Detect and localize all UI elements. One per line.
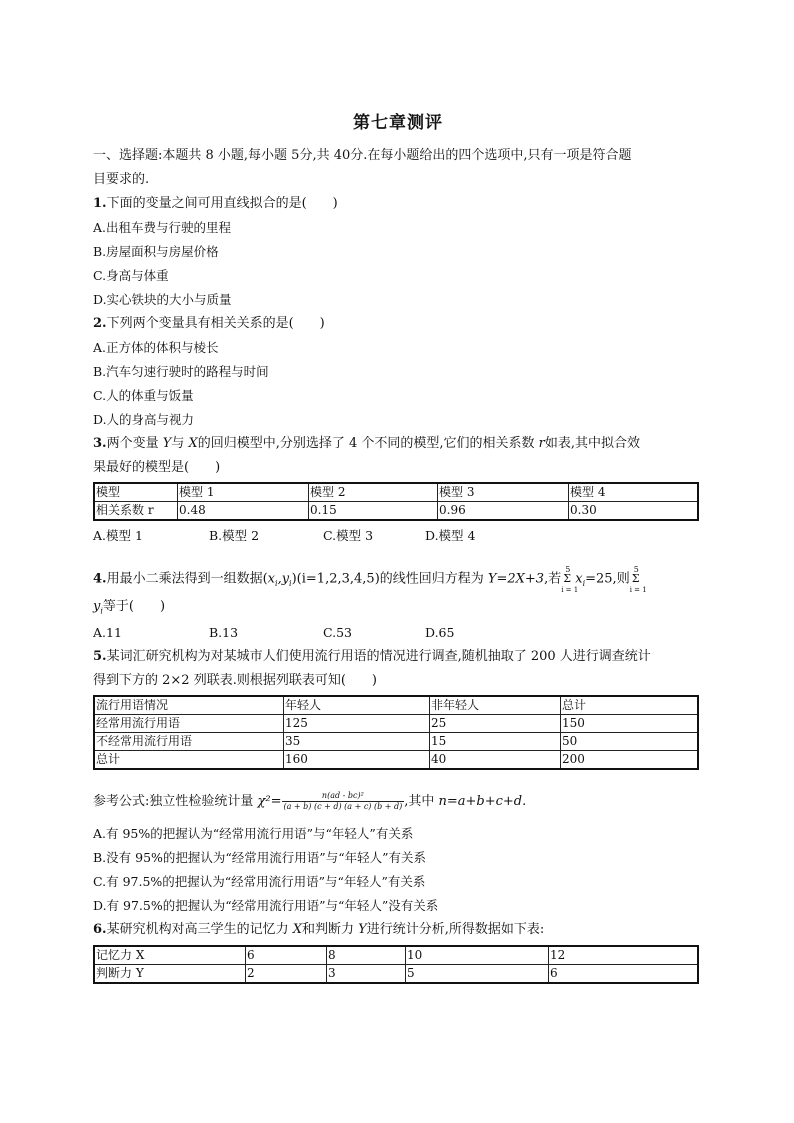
variable-x: X bbox=[188, 436, 198, 451]
question-stem-part: 某研究机构对高三学生的记忆力 bbox=[106, 922, 293, 937]
q3-model-table bbox=[93, 482, 699, 521]
table-cell: 25 bbox=[430, 715, 561, 733]
subscript-i: i bbox=[275, 579, 278, 589]
q4-option-a: A.11 bbox=[93, 625, 122, 640]
table-cell: 相关系数 r bbox=[94, 502, 178, 521]
question-stem: 某词汇研究机构为对某城市人们使用流行用语的情况进行调查,随机抽取了 200 人进行调查统计 bbox=[106, 649, 651, 664]
table-cell: 40 bbox=[430, 751, 561, 770]
question-number: 6. bbox=[93, 922, 107, 937]
subscript-i: i bbox=[289, 579, 292, 589]
table-cell: 非年轻人 bbox=[430, 696, 561, 715]
q4-option-b: B.13 bbox=[209, 625, 239, 640]
question-3-line2: 果最好的模型是( ) bbox=[93, 460, 221, 475]
table-cell: 0.30 bbox=[569, 502, 699, 521]
table-cell: 模型 bbox=[94, 483, 178, 502]
question-stem-part: 和判断力 bbox=[301, 922, 359, 937]
section-instruction-line2: 目要求的. bbox=[93, 172, 150, 187]
table-header-row bbox=[94, 696, 698, 715]
table-cell: 3 bbox=[327, 965, 406, 984]
table-cell: 总计 bbox=[561, 696, 699, 715]
q6-data-table bbox=[93, 945, 699, 984]
question-stem-part: =25,则 bbox=[585, 571, 630, 587]
variable-r: r bbox=[538, 436, 545, 451]
q3-option-a: A.模型 1 bbox=[93, 528, 143, 543]
table-cell: 记忆力 X bbox=[94, 946, 246, 965]
page-title: 第七章测评 bbox=[353, 113, 443, 133]
table-cell: 5 bbox=[406, 965, 549, 984]
variable-y: ,y bbox=[277, 571, 290, 587]
question-3 bbox=[93, 435, 640, 453]
variable-y: y bbox=[93, 599, 101, 614]
sigma-glyph: Σ bbox=[563, 572, 571, 585]
summation-symbol bbox=[561, 565, 579, 594]
table-cell: 总计 bbox=[94, 751, 284, 770]
question-stem: 下面的变量之间可用直线拟合的是( ) bbox=[106, 196, 338, 211]
q5-option-c: C.有 97.5%的把握认为“经常用流行用语”与“年轻人”有关系 bbox=[93, 874, 426, 889]
question-stem-part: 等于( ) bbox=[102, 599, 166, 614]
q2-option-d: D.人的身高与视力 bbox=[93, 412, 195, 427]
table-cell: 模型 3 bbox=[438, 483, 569, 502]
question-number: 3. bbox=[93, 436, 107, 451]
q5-option-a: A.有 95%的把握认为“经常用流行用语”与“年轻人”有关系 bbox=[93, 826, 414, 841]
table-cell: 不经常用流行用语 bbox=[94, 733, 284, 751]
question-stem-part: 进行统计分析,所得数据如下表: bbox=[366, 922, 545, 937]
table-row bbox=[94, 965, 698, 984]
table-cell: 年轻人 bbox=[284, 696, 430, 715]
table-cell: 模型 4 bbox=[569, 483, 699, 502]
q2-option-b: B.汽车匀速行驶时的路程与时间 bbox=[93, 364, 269, 379]
q1-option-a: A.出租车费与行驶的里程 bbox=[93, 220, 232, 235]
q5-option-b: B.没有 95%的把握认为“经常用流行用语”与“年轻人”有关系 bbox=[93, 850, 426, 865]
section-instruction-line1: 一、选择题:本题共 8 小题,每小题 5分,共 40分.在每小题给出的四个选项中,只有一项是符合题 bbox=[93, 148, 632, 163]
q5-option-d: D.有 97.5%的把握认为“经常用流行用语”与“年轻人”没有关系 bbox=[93, 898, 439, 913]
formula-n: n=a+b+c+d. bbox=[438, 794, 527, 809]
question-number: 5. bbox=[93, 649, 107, 664]
table-cell: 模型 2 bbox=[309, 483, 438, 502]
table-cell: 6 bbox=[549, 965, 699, 984]
question-stem-part: 的回归模型中,分别选择了 4 个不同的模型,它们的相关系数 bbox=[197, 436, 539, 451]
question-1 bbox=[93, 195, 338, 213]
chi-square-fraction bbox=[282, 791, 405, 812]
table-cell: 150 bbox=[561, 715, 699, 733]
table-cell: 125 bbox=[284, 715, 430, 733]
table-cell: 8 bbox=[327, 946, 406, 965]
question-stem-part: 用最小二乘法得到一组数据( bbox=[106, 571, 268, 587]
question-number: 2. bbox=[93, 316, 107, 331]
table-cell: 12 bbox=[549, 946, 699, 965]
question-stem-part: )(i=1,2,3,4,5)的线性回归方程为 bbox=[291, 571, 488, 587]
variable-y: Y bbox=[358, 922, 367, 937]
reference-formula bbox=[93, 791, 526, 812]
table-cell: 0.96 bbox=[438, 502, 569, 521]
table-cell: 160 bbox=[284, 751, 430, 770]
variable-y: Y bbox=[162, 436, 172, 451]
table-row bbox=[94, 502, 698, 521]
question-4-line2 bbox=[93, 598, 165, 621]
subscript-i: i bbox=[582, 579, 586, 589]
fraction-denominator: (a + b) (c + d) (a + c) (b + d) bbox=[283, 802, 403, 811]
sum-upper: 5 bbox=[633, 565, 639, 574]
q2-option-a: A.正方体的体积与棱长 bbox=[93, 340, 219, 355]
question-6 bbox=[93, 921, 544, 939]
question-stem-part: ,若 bbox=[544, 571, 562, 587]
question-5 bbox=[93, 648, 651, 666]
q3-option-c: C.模型 3 bbox=[323, 528, 374, 543]
question-number: 1. bbox=[93, 196, 107, 211]
table-row bbox=[94, 733, 698, 751]
table-cell: 2 bbox=[246, 965, 327, 984]
table-cell: 0.48 bbox=[178, 502, 309, 521]
table-cell: 模型 1 bbox=[178, 483, 309, 502]
sum-term: x bbox=[575, 571, 583, 587]
sum-lower: i = 1 bbox=[629, 586, 647, 594]
fraction-numerator: n(ad - bc)² bbox=[321, 791, 364, 800]
table-header-row bbox=[94, 483, 698, 502]
q4-option-c: C.53 bbox=[323, 625, 352, 640]
table-cell: 流行用语情况 bbox=[94, 696, 284, 715]
table-cell: 判断力 Y bbox=[94, 965, 246, 984]
q3-option-b: B.模型 2 bbox=[209, 528, 260, 543]
table-cell: 6 bbox=[246, 946, 327, 965]
table-cell: 15 bbox=[430, 733, 561, 751]
q4-option-d: D.65 bbox=[425, 625, 455, 640]
table-cell: 经常用流行用语 bbox=[94, 715, 284, 733]
table-row bbox=[94, 751, 698, 770]
q5-contingency-table bbox=[93, 695, 699, 770]
question-stem: 下列两个变量具有相关关系的是( ) bbox=[106, 316, 325, 331]
formula-tail: ,其中 bbox=[404, 794, 439, 809]
table-cell: 0.15 bbox=[309, 502, 438, 521]
table-row bbox=[94, 715, 698, 733]
question-stem-part: 与 bbox=[171, 436, 189, 451]
table-row bbox=[94, 946, 698, 965]
q3-option-d: D.模型 4 bbox=[425, 528, 476, 543]
sum-upper: 5 bbox=[565, 565, 571, 574]
summation-symbol bbox=[629, 565, 647, 594]
regression-equation: Y=2X+3 bbox=[487, 571, 545, 587]
variable-x: x bbox=[267, 571, 275, 587]
question-stem-part: 如表,其中拟合效 bbox=[544, 436, 641, 451]
q1-option-c: C.身高与体重 bbox=[93, 268, 169, 283]
sum-lower: i = 1 bbox=[561, 586, 579, 594]
formula-lhs: χ²= bbox=[257, 794, 282, 809]
table-cell: 50 bbox=[561, 733, 699, 751]
q1-option-d: D.实心铁块的大小与质量 bbox=[93, 292, 232, 307]
question-number: 4. bbox=[93, 571, 107, 587]
question-5-line2: 得到下方的 2×2 列联表.则根据列联表可知( ) bbox=[93, 673, 377, 688]
q2-option-c: C.人的体重与饭量 bbox=[93, 388, 194, 403]
question-4 bbox=[93, 565, 647, 594]
variable-x: X bbox=[292, 922, 302, 937]
table-cell: 35 bbox=[284, 733, 430, 751]
sigma-glyph: Σ bbox=[631, 572, 640, 585]
question-stem-part: 两个变量 bbox=[106, 436, 163, 451]
formula-label: 参考公式:独立性检验统计量 bbox=[93, 794, 258, 809]
table-cell: 200 bbox=[561, 751, 699, 770]
subscript-i: i bbox=[100, 606, 103, 616]
table-cell: 10 bbox=[406, 946, 549, 965]
q1-option-b: B.房屋面积与房屋价格 bbox=[93, 244, 219, 259]
question-2 bbox=[93, 315, 325, 333]
